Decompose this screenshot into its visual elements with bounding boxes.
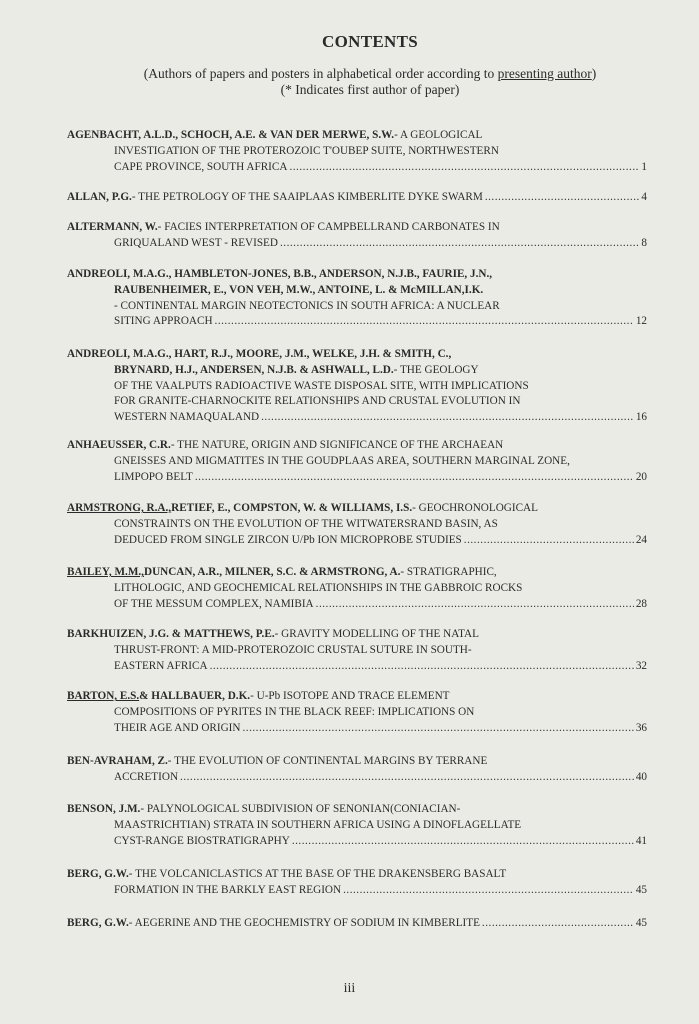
entry-authors: BENSON, J.M. xyxy=(67,803,141,815)
dot-leader xyxy=(482,916,634,932)
entry-line: CONSTRAINTS ON THE EVOLUTION OF THE WITWATERSRAND BASIN, AS xyxy=(114,517,498,530)
entry-title-end: FORMATION IN THE BARKLY EAST REGION xyxy=(114,883,342,896)
entry-authors: ANHAEUSSER, C.R. xyxy=(67,439,171,451)
entry-line: THRUST-FRONT: A MID-PROTEROZOIC CRUSTAL SUTURE IN SOUTH- xyxy=(114,643,472,656)
entry-line: COMPOSITIONS OF PYRITES IN THE BLACK REEF: IMPLICATIONS ON xyxy=(114,705,475,718)
entry-title-end: CYST-RANGE BIOSTRATIGRAPHY xyxy=(114,834,290,847)
entry-line xyxy=(67,916,647,932)
subtitle-underlined: presenting author xyxy=(497,66,592,81)
entry-line xyxy=(67,190,647,206)
entry-line xyxy=(67,438,647,454)
entry-authors: BERG, G.W. xyxy=(67,868,129,880)
entry-page-number: 45 xyxy=(635,883,647,896)
contents-entry xyxy=(67,267,647,330)
dot-leader xyxy=(195,470,634,486)
contents-entry xyxy=(67,565,647,612)
folio-page-number: iii xyxy=(343,981,356,996)
entry-line: INVESTIGATION OF THE PROTEROZOIC T'OUBEP SUITE, NORTHWESTERN xyxy=(114,144,499,157)
entry-title-end: SITING APPROACH xyxy=(114,315,213,328)
entry-line xyxy=(67,834,647,850)
entry-title-start: - U-Pb ISOTOPE AND TRACE ELEMENT xyxy=(250,690,450,702)
entry-authors: DUNCAN, A.R., MILNER, S.C. & ARMSTRONG, A. xyxy=(143,566,401,578)
entry-line xyxy=(67,754,647,770)
dot-leader xyxy=(210,659,634,675)
entry-authors: ALTERMANN, W. xyxy=(67,221,158,233)
contents-entry xyxy=(67,689,647,736)
entry-line xyxy=(67,867,647,883)
entry-authors: RETIEF, E., COMPSTON, W. & WILLIAMS, I.S. xyxy=(171,502,413,514)
entry-title-start: - STRATIGRAPHIC, xyxy=(400,566,497,578)
entry-page-number: 12 xyxy=(635,315,647,328)
dot-leader xyxy=(242,721,633,737)
entry-authors: ANDREOLI, M.A.G., HART, R.J., MOORE, J.M., WELKE, J.H. & SMITH, C., xyxy=(67,348,452,360)
entry-title-end: LIMPOPO BELT xyxy=(114,470,193,483)
entry-line xyxy=(67,689,647,705)
dot-leader xyxy=(289,160,639,176)
entry-title-start: - THE NATURE, ORIGIN AND SIGNIFICANCE OF THE ARCHAEAN xyxy=(170,439,504,451)
dot-leader xyxy=(464,533,634,549)
entry-line xyxy=(67,501,647,517)
entry-page-number: 8 xyxy=(641,236,647,249)
contents-entry xyxy=(67,627,647,674)
entry-authors: AGENBACHT, A.L.D., SCHOCH, A.E. & VAN DER MERWE, S.W. xyxy=(67,129,395,141)
entry-authors-cont: BRYNARD, H.J., ANDERSEN, N.J.B. & ASHWALL, L.D. xyxy=(114,363,394,376)
page-title: CONTENTS xyxy=(322,32,418,51)
entry-title-end: CAPE PROVINCE, SOUTH AFRICA xyxy=(114,160,288,173)
entry-line xyxy=(67,410,647,426)
subtitle-prefix: (Authors of papers and posters in alphabetical order according to xyxy=(143,66,498,81)
entry-line: - CONTINENTAL MARGIN NEOTECTONICS IN SOUTH AFRICA: A NUCLEAR xyxy=(114,299,500,312)
entry-title-end: THEIR AGE AND ORIGIN xyxy=(114,721,241,734)
entry-title-end: GRIQUALAND WEST - REVISED xyxy=(114,236,278,249)
subtitle-line-2: (* Indicates first author of paper) xyxy=(280,82,460,97)
entry-authors: ANDREOLI, M.A.G., HAMBLETON-JONES, B.B., ANDERSON, N.J.B., FAURIE, J.N., xyxy=(67,268,493,280)
entry-title-end: WESTERN NAMAQUALAND xyxy=(114,411,260,424)
entry-title-start: - GEOCHRONOLOGICAL xyxy=(412,502,538,514)
entry-title-end: OF THE MESSUM COMPLEX, NAMIBIA xyxy=(114,597,314,610)
entry-line: OF THE VAALPUTS RADIOACTIVE WASTE DISPOSAL SITE, WITH IMPLICATIONS xyxy=(114,379,529,392)
contents-entry xyxy=(67,190,647,206)
entry-title-start: - PALYNOLOGICAL SUBDIVISION OF SENONIAN(CONIACIAN- xyxy=(140,803,461,815)
dot-leader xyxy=(485,190,640,206)
contents-entry xyxy=(67,802,647,849)
entry-presenting-author: BAILEY, M.M., xyxy=(67,566,144,578)
entry-authors: BEN-AVRAHAM, Z. xyxy=(67,755,168,767)
entry-authors: BARKHUIZEN, J.G. & MATTHEWS, P.E. xyxy=(67,628,275,640)
contents-entry xyxy=(67,754,647,786)
dot-leader xyxy=(261,410,634,426)
entry-line xyxy=(67,314,647,330)
entry-presenting-author: ARMSTRONG, R.A., xyxy=(67,502,172,514)
dot-leader xyxy=(215,314,634,330)
entry-line xyxy=(67,883,647,899)
entry-title-start: - GRAVITY MODELLING OF THE NATAL xyxy=(274,628,479,640)
contents-entry xyxy=(67,501,647,548)
entry-page-number: 32 xyxy=(635,659,647,672)
entry-title-end: ACCRETION xyxy=(114,770,179,783)
entry-line xyxy=(67,627,647,643)
entry-line xyxy=(67,160,647,176)
entry-line xyxy=(67,363,647,379)
dot-leader xyxy=(292,834,634,850)
entry-title-end: - AEGERINE AND THE GEOCHEMISTRY OF SODIUM IN KIMBERLITE xyxy=(128,917,480,929)
entry-presenting-author: BARTON, E.S. xyxy=(67,690,140,702)
entry-line xyxy=(67,128,647,144)
contents-entry xyxy=(67,867,647,899)
entry-line xyxy=(67,802,647,818)
entry-authors: ALLAN, P.G. xyxy=(67,191,132,203)
entry-line xyxy=(67,597,647,613)
entry-page-number: 20 xyxy=(635,470,647,483)
entry-page-number: 40 xyxy=(635,770,647,783)
contents-entry xyxy=(67,220,647,252)
dot-leader xyxy=(180,770,634,786)
entry-line xyxy=(67,220,647,236)
entry-title-start: - THE EVOLUTION OF CONTINENTAL MARGINS BY TERRANE xyxy=(167,755,488,767)
contents-entry xyxy=(67,347,647,426)
entry-line: MAASTRICHTIAN) STRATA IN SOUTHERN AFRICA USING A DINOFLAGELLATE xyxy=(114,818,522,831)
entry-page-number: 41 xyxy=(635,834,647,847)
entry-title-start: - FACIES INTERPRETATION OF CAMPBELLRAND CARBONATES IN xyxy=(157,221,500,233)
entry-line xyxy=(67,659,647,675)
contents-entry xyxy=(67,438,647,485)
subtitle-suffix: ) xyxy=(591,66,597,81)
entry-line: GNEISSES AND MIGMATITES IN THE GOUDPLAAS AREA, SOUTHERN MARGINAL ZONE, xyxy=(114,454,570,467)
entry-page-number: 24 xyxy=(635,533,647,546)
entry-page-number: 1 xyxy=(641,160,647,173)
entry-line xyxy=(67,565,647,581)
entry-line xyxy=(67,470,647,486)
subtitle-line-1 xyxy=(0,66,699,82)
entry-title-start: - THE GEOLOGY xyxy=(393,363,479,376)
entry-title-end: EASTERN AFRICA xyxy=(114,659,208,672)
entry-line xyxy=(67,236,647,252)
entry-page-number: 28 xyxy=(635,597,647,610)
entry-line xyxy=(67,533,647,549)
entry-title-end: DEDUCED FROM SINGLE ZIRCON U/Pb ION MICROPROBE STUDIES xyxy=(114,533,462,546)
entry-page-number: 16 xyxy=(635,411,647,424)
entry-line: FOR GRANITE-CHARNOCKITE RELATIONSHIPS AND CRUSTAL EVOLUTION IN xyxy=(114,395,521,408)
contents-entry xyxy=(67,128,647,175)
entry-authors: BERG, G.W. xyxy=(67,917,129,929)
entry-line xyxy=(67,770,647,786)
dot-leader xyxy=(316,597,634,613)
entry-line: LITHOLOGIC, AND GEOCHEMICAL RELATIONSHIPS IN THE GABBROIC ROCKS xyxy=(114,581,523,594)
entry-page-number: 45 xyxy=(635,917,647,929)
entry-authors: & HALLBAUER, D.K. xyxy=(139,690,251,702)
entry-line xyxy=(67,721,647,737)
entry-authors-cont: RAUBENHEIMER, E., VON VEH, M.W., ANTOINE, L. & McMILLAN,I.K. xyxy=(114,283,484,296)
entry-title-start: - THE VOLCANICLASTICS AT THE BASE OF THE DRAKENSBERG BASALT xyxy=(128,868,507,880)
dot-leader xyxy=(343,883,634,899)
entry-title-end: - THE PETROLOGY OF THE SAAIPLAAS KIMBERLITE DYKE SWARM xyxy=(131,191,483,203)
entry-title-start: - A GEOLOGICAL xyxy=(394,129,483,141)
contents-entry xyxy=(67,916,647,932)
entry-page-number: 36 xyxy=(635,721,647,734)
entry-page-number: 4 xyxy=(641,191,647,203)
dot-leader xyxy=(280,236,639,252)
